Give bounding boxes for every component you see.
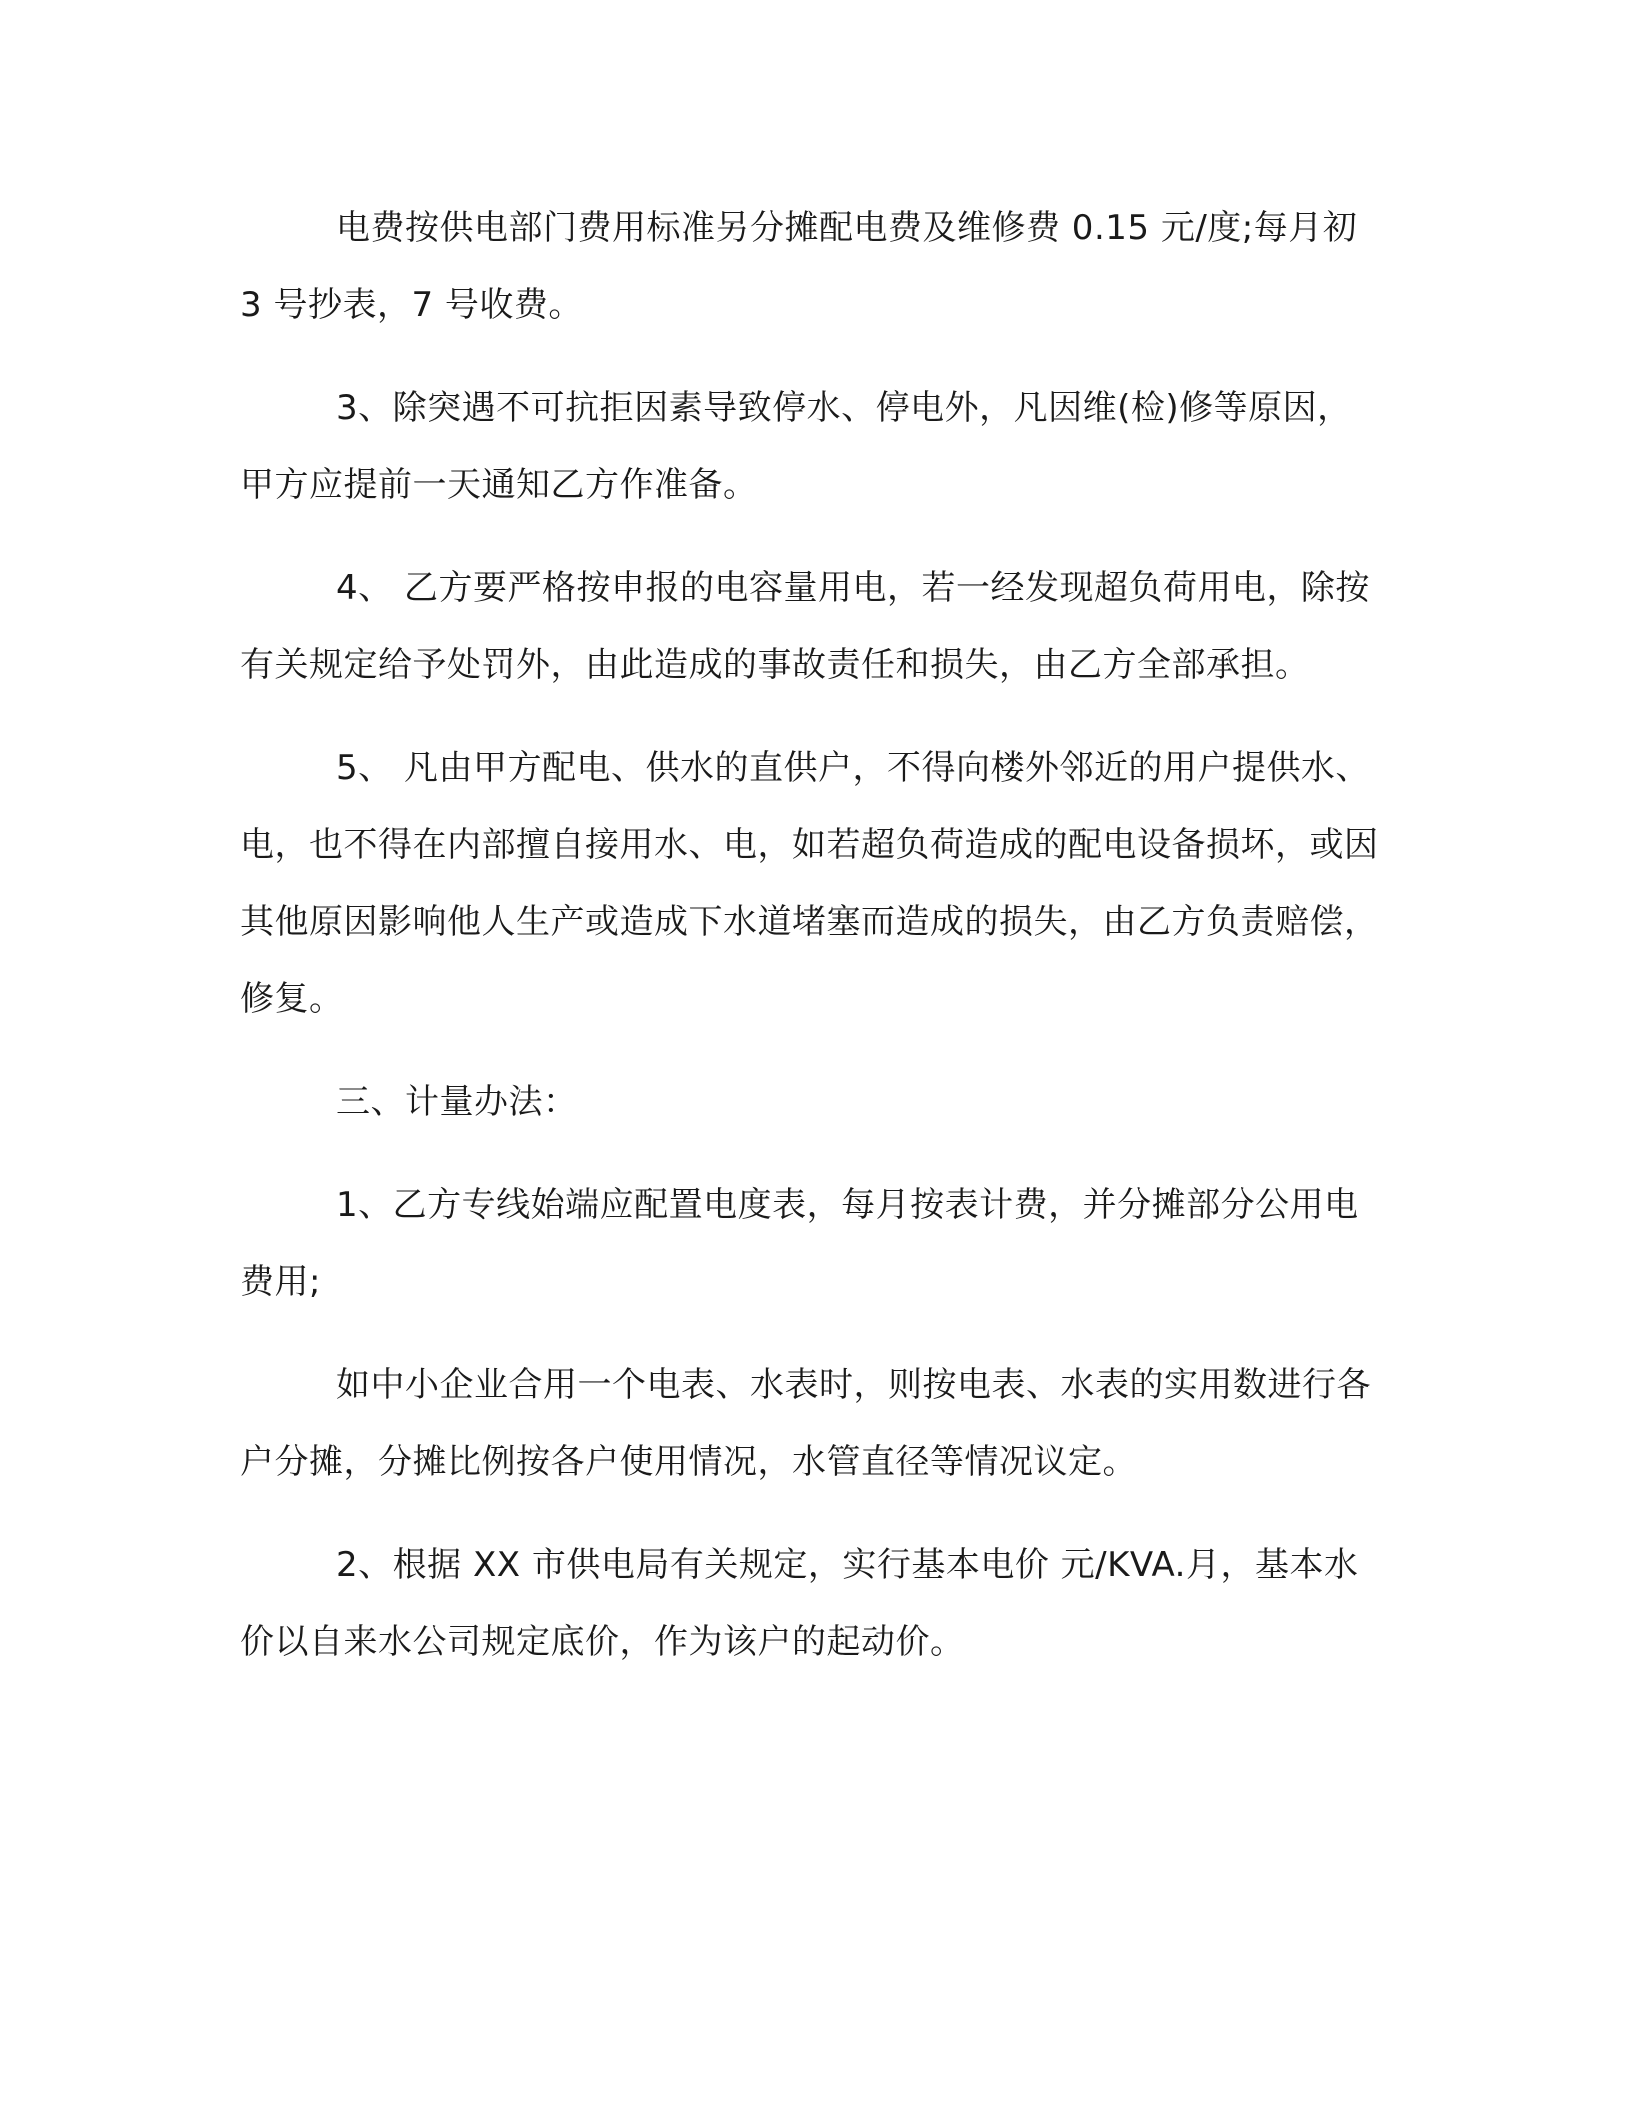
paragraph-clause-5: 5、 凡由甲方配电、供水的直供户，不得向楼外邻近的用户提供水、电，也不得在内部擅自接用水、电，如若超负荷造成的配电设备损坏，或因其他原因影响他人生产或造成下水道堵塞而造成的损失，由乙方负责赔偿，修复。: [240, 748, 1379, 1019]
paragraph-shared-meter: 如中小企业合用一个电表、水表时，则按电表、水表的实用数进行各户分摊，分摊比例按各户使用情况，水管直径等情况议定。: [240, 1365, 1371, 1482]
paragraph-clause-3: 3、除突遇不可抗拒因素导致停水、停电外，凡因维(检)修等原因，甲方应提前一天通知乙方作准备。: [240, 388, 1352, 505]
paragraph-metering-1: 1、乙方专线始端应配置电度表，每月按表计费，并分摊部分公用电费用;: [240, 1185, 1359, 1302]
paragraph-clause-4: 4、 乙方要严格按申报的电容量用电，若一经发现超负荷用电，除按有关规定给予处罚外，由此造成的事故责任和损失，由乙方全部承担。: [240, 568, 1370, 685]
paragraph-electricity-fee: 电费按供电部门费用标准另分摊配电费及维修费 0.15 元/度;每月初 3 号抄表，7 号收费。: [240, 208, 1358, 325]
document-page: [240, 190, 1380, 1707]
paragraph-metering-2: 2、根据 XX 市供电局有关规定，实行基本电价 元/KVA.月，基本水价以自来水公司规定底价，作为该户的起动价。: [240, 1545, 1359, 1662]
section-heading-metering: 三、计量办法：: [336, 1082, 578, 1122]
